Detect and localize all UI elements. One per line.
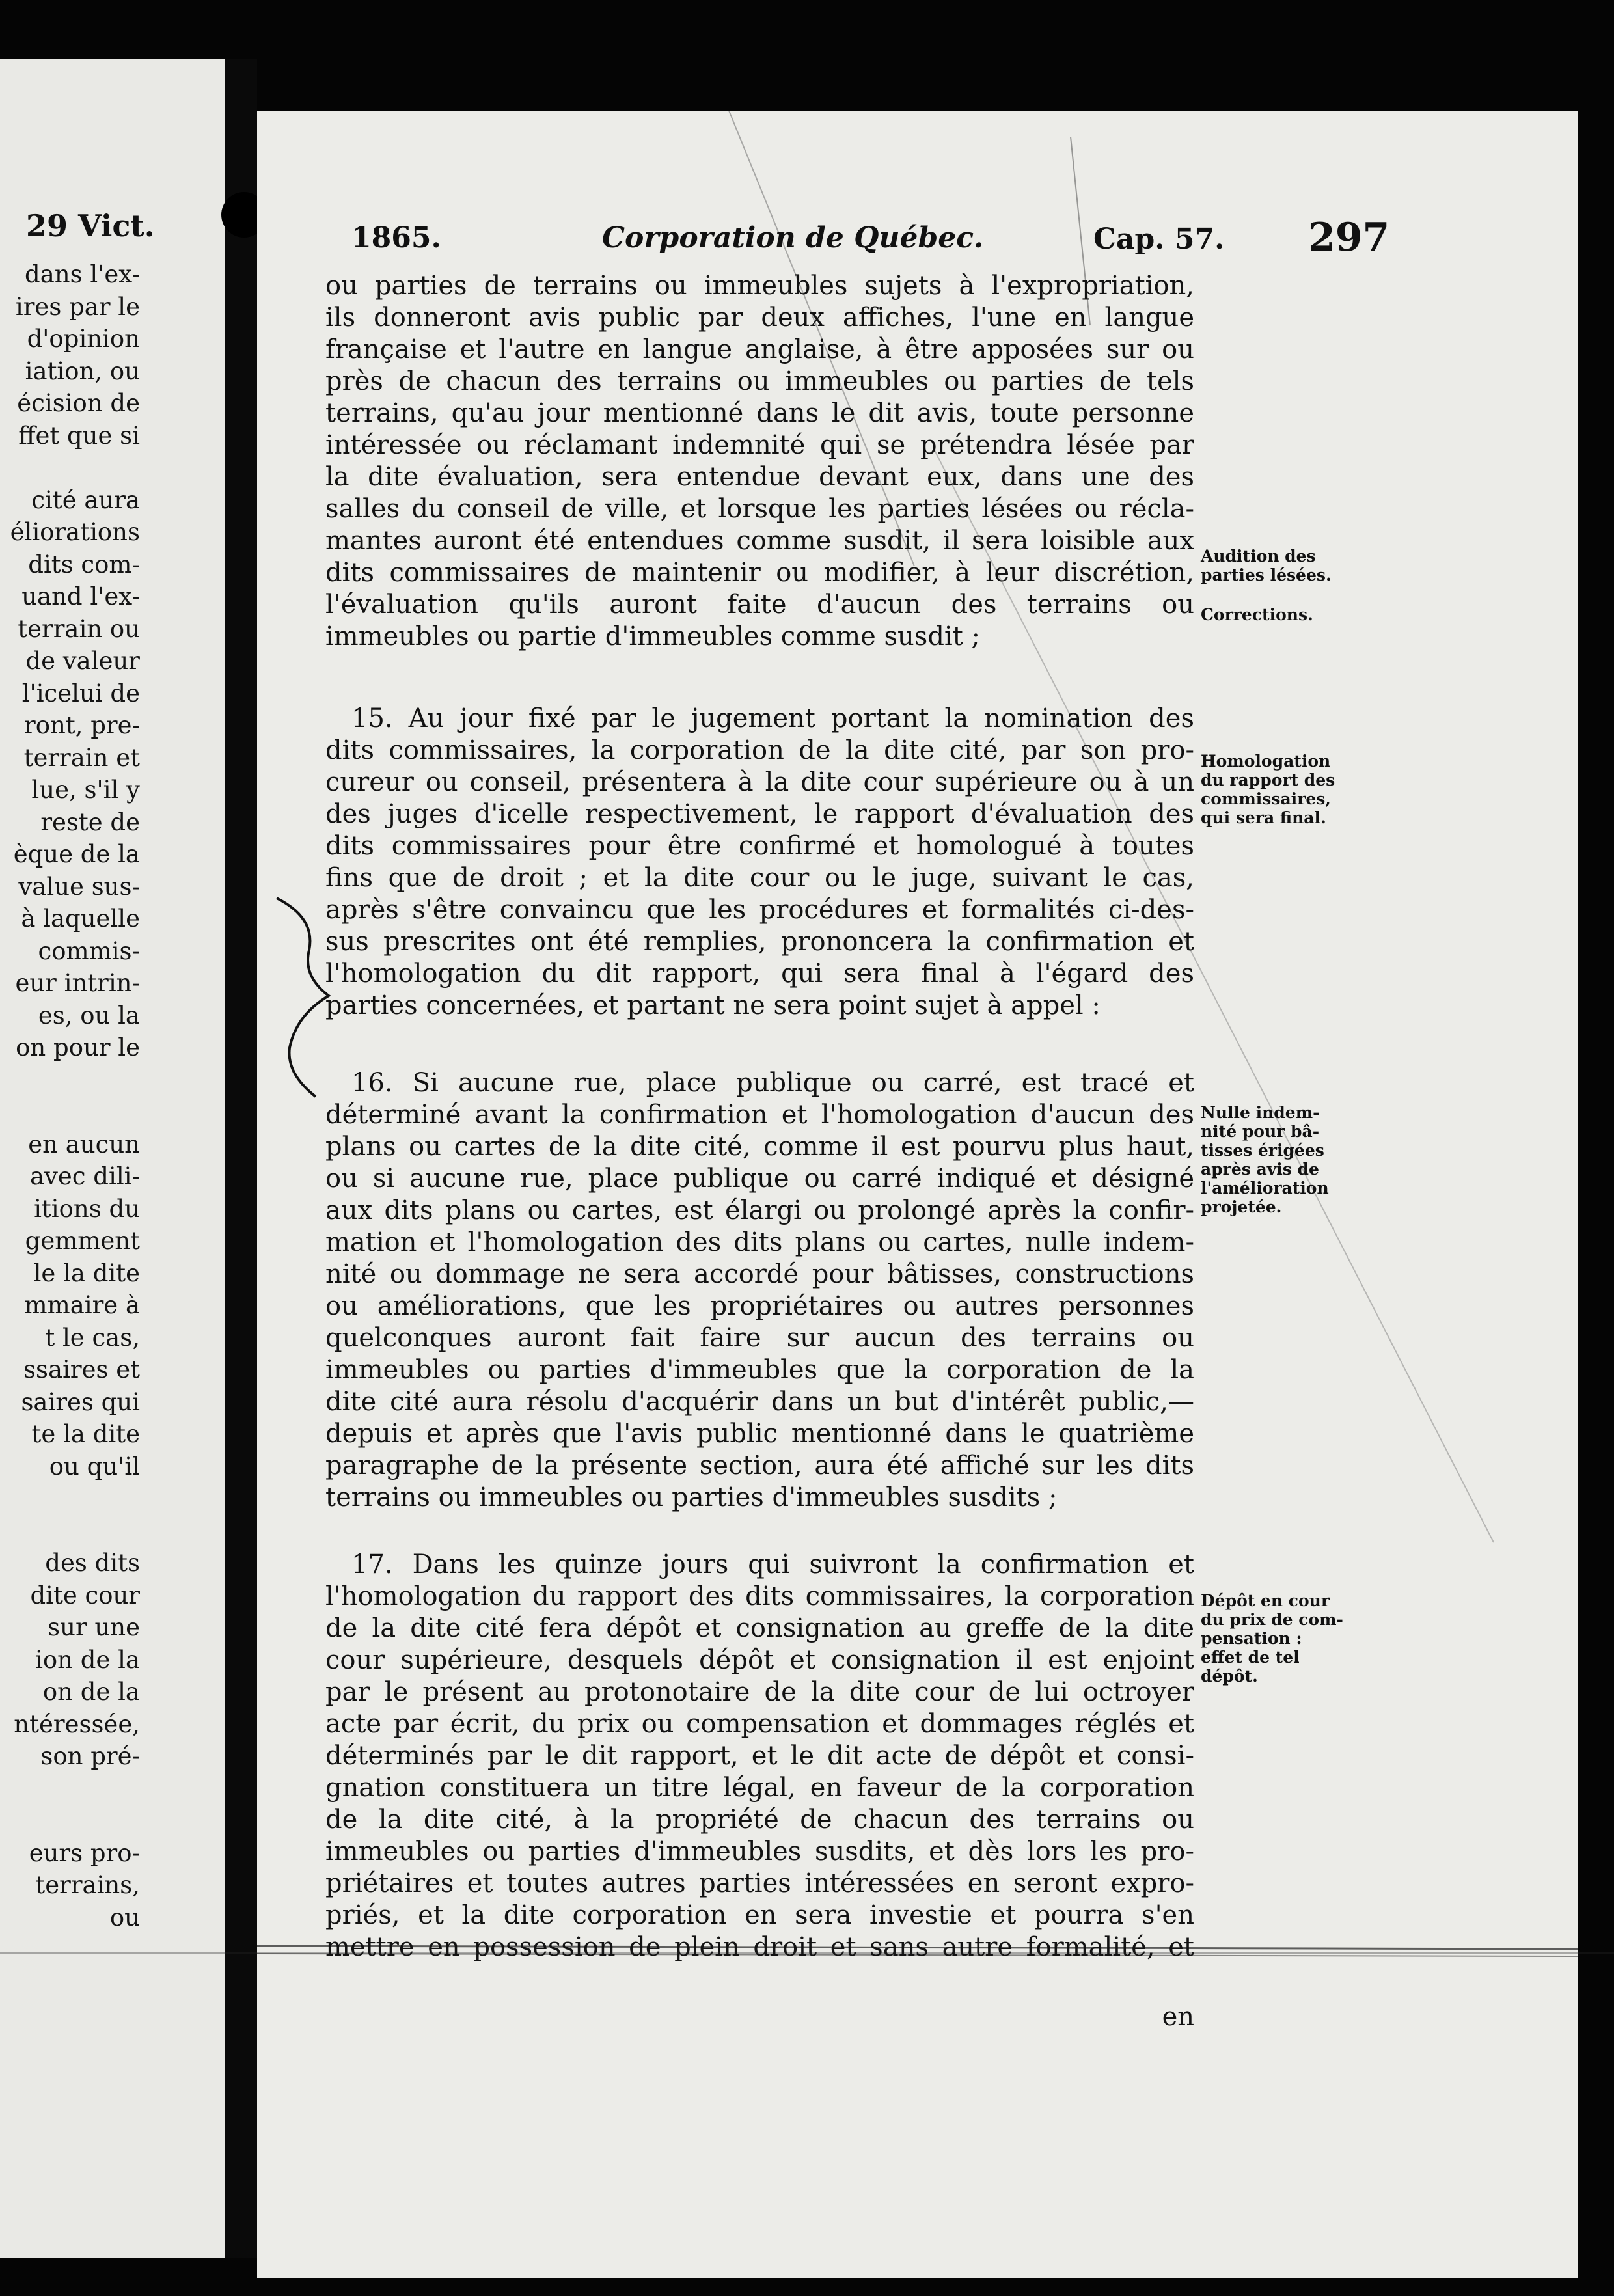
- left-page-line: ffet que si: [18, 421, 140, 450]
- paragraph-intro-line: ou parties de terrains ou immeubles sujets à l'expropriation,: [325, 271, 1194, 301]
- left-page-line: ou qu'il: [49, 1452, 140, 1481]
- left-page-line: des dits: [45, 1549, 140, 1577]
- header-year: 1865.: [351, 221, 441, 254]
- left-page-line: à laquelle: [21, 905, 140, 933]
- left-page-line: iation, ou: [25, 357, 140, 385]
- paragraph-intro-line: près de chacun des terrains ou immeubles ou parties de tels: [325, 366, 1194, 396]
- left-page-line: mmaire à: [24, 1291, 140, 1319]
- paragraph-16-line: depuis et après que l'avis public mentionné dans le quatrième: [325, 1419, 1194, 1449]
- left-page-line: ires par le: [15, 292, 140, 321]
- left-page-line: itions du: [34, 1194, 140, 1223]
- left-page-line: on pour le: [16, 1033, 140, 1061]
- paragraph-17-line: l'homologation du rapport des dits commissaires, la corporation: [325, 1581, 1194, 1611]
- book-gutter: [225, 59, 257, 2258]
- paragraph-17-line: priés, et la dite corporation en sera investie et pourra s'en: [325, 1900, 1194, 1930]
- left-page-line: en aucun: [28, 1130, 140, 1158]
- paragraph-15-line: fins que de droit ; et la dite cour ou le juge, suivant le cas,: [325, 863, 1194, 893]
- left-page-line: value sus-: [18, 872, 140, 901]
- paragraph-16-line: ou si aucune rue, place publique ou carré indiqué et désigné: [325, 1164, 1194, 1194]
- paragraph-15-line: dits commissaires, la corporation de la dite cité, par son pro-: [325, 735, 1194, 765]
- paragraph-15-line: après s'être convaincu que les procédures et formalités ci-des-: [325, 895, 1194, 925]
- paragraph-17-line: par le présent au protonotaire de la dite cour de lui octroyer: [325, 1677, 1194, 1707]
- left-page-line: terrain ou: [18, 614, 140, 643]
- left-page-line: éliorations: [10, 518, 140, 546]
- left-page-line: l'icelui de: [21, 679, 140, 707]
- header-chapter: Cap. 57.: [1093, 223, 1225, 256]
- paragraph-16-line: paragraphe de la présente section, aura été affiché sur les dits: [325, 1451, 1194, 1481]
- margin-note-corrections: Corrections.: [1201, 605, 1313, 624]
- left-page-line: gemment: [25, 1227, 140, 1255]
- left-page-line: dite cour: [30, 1581, 140, 1609]
- left-page-line: de valeur: [25, 647, 140, 675]
- running-header: [257, 215, 1578, 273]
- left-page-line: ou: [109, 1903, 140, 1932]
- left-page-line: cité aura: [31, 485, 140, 514]
- left-page-line: terrains,: [35, 1871, 140, 1899]
- paragraph-16-line: plans ou cartes de la dite cité, comme il est pourvu plus haut,: [325, 1132, 1194, 1162]
- left-page-header: 29 Vict.: [26, 208, 155, 243]
- left-page-line: saires qui: [21, 1387, 140, 1416]
- left-page-line: son pré-: [40, 1742, 140, 1770]
- paragraph-17-line: acte par écrit, du prix ou compensation et dommages réglés et: [325, 1709, 1194, 1739]
- left-page-line: eurs pro-: [29, 1838, 140, 1867]
- paragraph-17-line: déterminés par le dit rapport, et le dit acte de dépôt et consi-: [325, 1741, 1194, 1771]
- left-page-line: sur une: [48, 1613, 140, 1641]
- paragraph-16-line: mation et l'homologation des dits plans ou cartes, nulle indem-: [325, 1227, 1194, 1257]
- paragraph-intro-line: l'évaluation qu'ils auront faite d'aucun des terrains ou: [325, 590, 1194, 620]
- paragraph-17-line: cour supérieure, desquels dépôt et consignation il est enjoint: [325, 1645, 1194, 1675]
- paragraph-17-line: mettre en possession de plein droit et sans autre formalité, et: [325, 1932, 1194, 1962]
- paragraph-15-line: dits commissaires pour être confirmé et homologué à toutes: [325, 831, 1194, 861]
- left-page-line: te la dite: [31, 1420, 140, 1448]
- paragraph-intro-line: française et l'autre en langue anglaise, à être apposées sur ou: [325, 335, 1194, 364]
- left-page-line: es, ou la: [38, 1001, 140, 1030]
- paragraph-15-line: des juges d'icelle respectivement, le rapport d'évaluation des: [325, 799, 1194, 829]
- paragraph-16-line: ou améliorations, que les propriétaires ou autres personnes: [325, 1291, 1194, 1321]
- margin-note-nulle-indemnite: Nulle indem- nité pour bâ- tisses érigées après avis de l'amélioration projetée.: [1201, 1103, 1329, 1216]
- paragraph-15-line: cureur ou conseil, présentera à la dite cour supérieure ou à un: [325, 767, 1194, 797]
- left-page-line: lue, s'il y: [31, 776, 140, 804]
- left-page-line: uand l'ex-: [21, 582, 140, 610]
- paragraph-17-line: de la dite cité fera dépôt et consignation au greffe de la dite: [325, 1613, 1194, 1643]
- paragraph-16-line: 16. Si aucune rue, place publique ou carré, est tracé et: [351, 1068, 1194, 1098]
- left-page-fragment: [0, 59, 225, 2258]
- left-page-line: commis-: [38, 936, 140, 965]
- margin-note-depot: Dépôt en cour du prix de com- pensation : effet de tel dépôt.: [1201, 1591, 1343, 1686]
- left-page-line: ntéressée,: [14, 1710, 140, 1738]
- header-title: Corporation de Québec.: [602, 221, 984, 254]
- paragraph-16-line: dite cité aura résolu d'acquérir dans un but d'intérêt public,—: [325, 1387, 1194, 1417]
- paragraph-17-line: priétaires et toutes autres parties intéressées en seront expro-: [325, 1868, 1194, 1898]
- paragraph-15-line: 15. Au jour fixé par le jugement portant la nomination des: [351, 704, 1194, 733]
- paragraph-17-line: de la dite cité, à la propriété de chacun des terrains ou: [325, 1805, 1194, 1835]
- margin-note-homologation: Homologation du rapport des commissaires, qui sera final.: [1201, 752, 1335, 827]
- left-page-line: écision de: [17, 389, 140, 417]
- paragraph-intro-line: terrains, qu'au jour mentionné dans le dit avis, toute personne: [325, 398, 1194, 428]
- paragraph-15-line: parties concernées, et partant ne sera point sujet à appel :: [325, 991, 1101, 1020]
- left-page-line: on de la: [42, 1678, 140, 1706]
- left-page-line: terrain et: [23, 743, 140, 772]
- left-page-line: ront, pre-: [24, 711, 140, 739]
- left-page-line: ssaires et: [23, 1356, 140, 1384]
- paragraph-intro-line: dits commissaires de maintenir ou modifier, à leur discrétion,: [325, 558, 1194, 588]
- left-page-line: d'opinion: [27, 325, 140, 353]
- paragraph-intro-line: intéressée ou réclamant indemnité qui se prétendra lésée par: [325, 430, 1194, 460]
- paragraph-intro-line: immeubles ou partie d'immeubles comme susdit ;: [325, 622, 980, 651]
- left-page-line: èque de la: [13, 840, 140, 868]
- paragraph-intro-line: mantes auront été entendues comme susdit, il sera loisible aux: [325, 526, 1194, 556]
- left-page-line: dans l'ex-: [25, 260, 140, 288]
- paragraph-16-line: nité ou dommage ne sera accordé pour bâtisses, constructions: [325, 1259, 1194, 1289]
- left-page-line: ion de la: [35, 1645, 140, 1674]
- paragraph-17-line: immeubles ou parties d'immeubles susdits, et dès lors les pro-: [325, 1837, 1194, 1866]
- paragraph-15-line: l'homologation du dit rapport, qui sera final à l'égard des: [325, 959, 1194, 989]
- left-page-line: dits com-: [28, 550, 140, 579]
- paragraph-16-line: terrains ou immeubles ou parties d'immeubles susdits ;: [325, 1483, 1058, 1512]
- paragraph-15-line: sus prescrites ont été remplies, prononcera la confirmation et: [325, 927, 1194, 957]
- paragraph-16-line: immeubles ou parties d'immeubles que la corporation de la: [325, 1355, 1194, 1385]
- left-page-line: reste de: [40, 808, 140, 836]
- paragraph-intro-line: la dite évaluation, sera entendue devant eux, dans une des: [325, 462, 1194, 492]
- paragraph-16-line: déterminé avant la confirmation et l'homologation d'aucun des: [325, 1100, 1194, 1130]
- paragraph-17-line: 17. Dans les quinze jours qui suivront la confirmation et: [351, 1550, 1194, 1579]
- left-page-line: eur intrin-: [15, 969, 140, 997]
- scan-artifact-line: [0, 1952, 1614, 1954]
- paragraph-16-line: quelconques auront fait faire sur aucun des terrains ou: [325, 1323, 1194, 1353]
- page-number: 297: [1308, 215, 1390, 260]
- paragraph-intro-line: salles du conseil de ville, et lorsque les parties lésées ou récla-: [325, 494, 1194, 524]
- left-page-line: t le cas,: [45, 1323, 140, 1352]
- paragraph-intro-line: ils donneront avis public par deux affiches, l'une en langue: [325, 303, 1194, 333]
- paragraph-17-line: gnation constituera un titre légal, en faveur de la corporation: [325, 1773, 1194, 1803]
- margin-note-audition: Audition des parties lésées.: [1201, 547, 1332, 584]
- catchword: en: [1162, 2002, 1194, 2032]
- left-page-line: le la dite: [33, 1259, 140, 1287]
- left-page-line: avec dili-: [29, 1162, 140, 1190]
- paragraph-16-line: aux dits plans ou cartes, est élargi ou prolongé après la confir-: [325, 1196, 1194, 1225]
